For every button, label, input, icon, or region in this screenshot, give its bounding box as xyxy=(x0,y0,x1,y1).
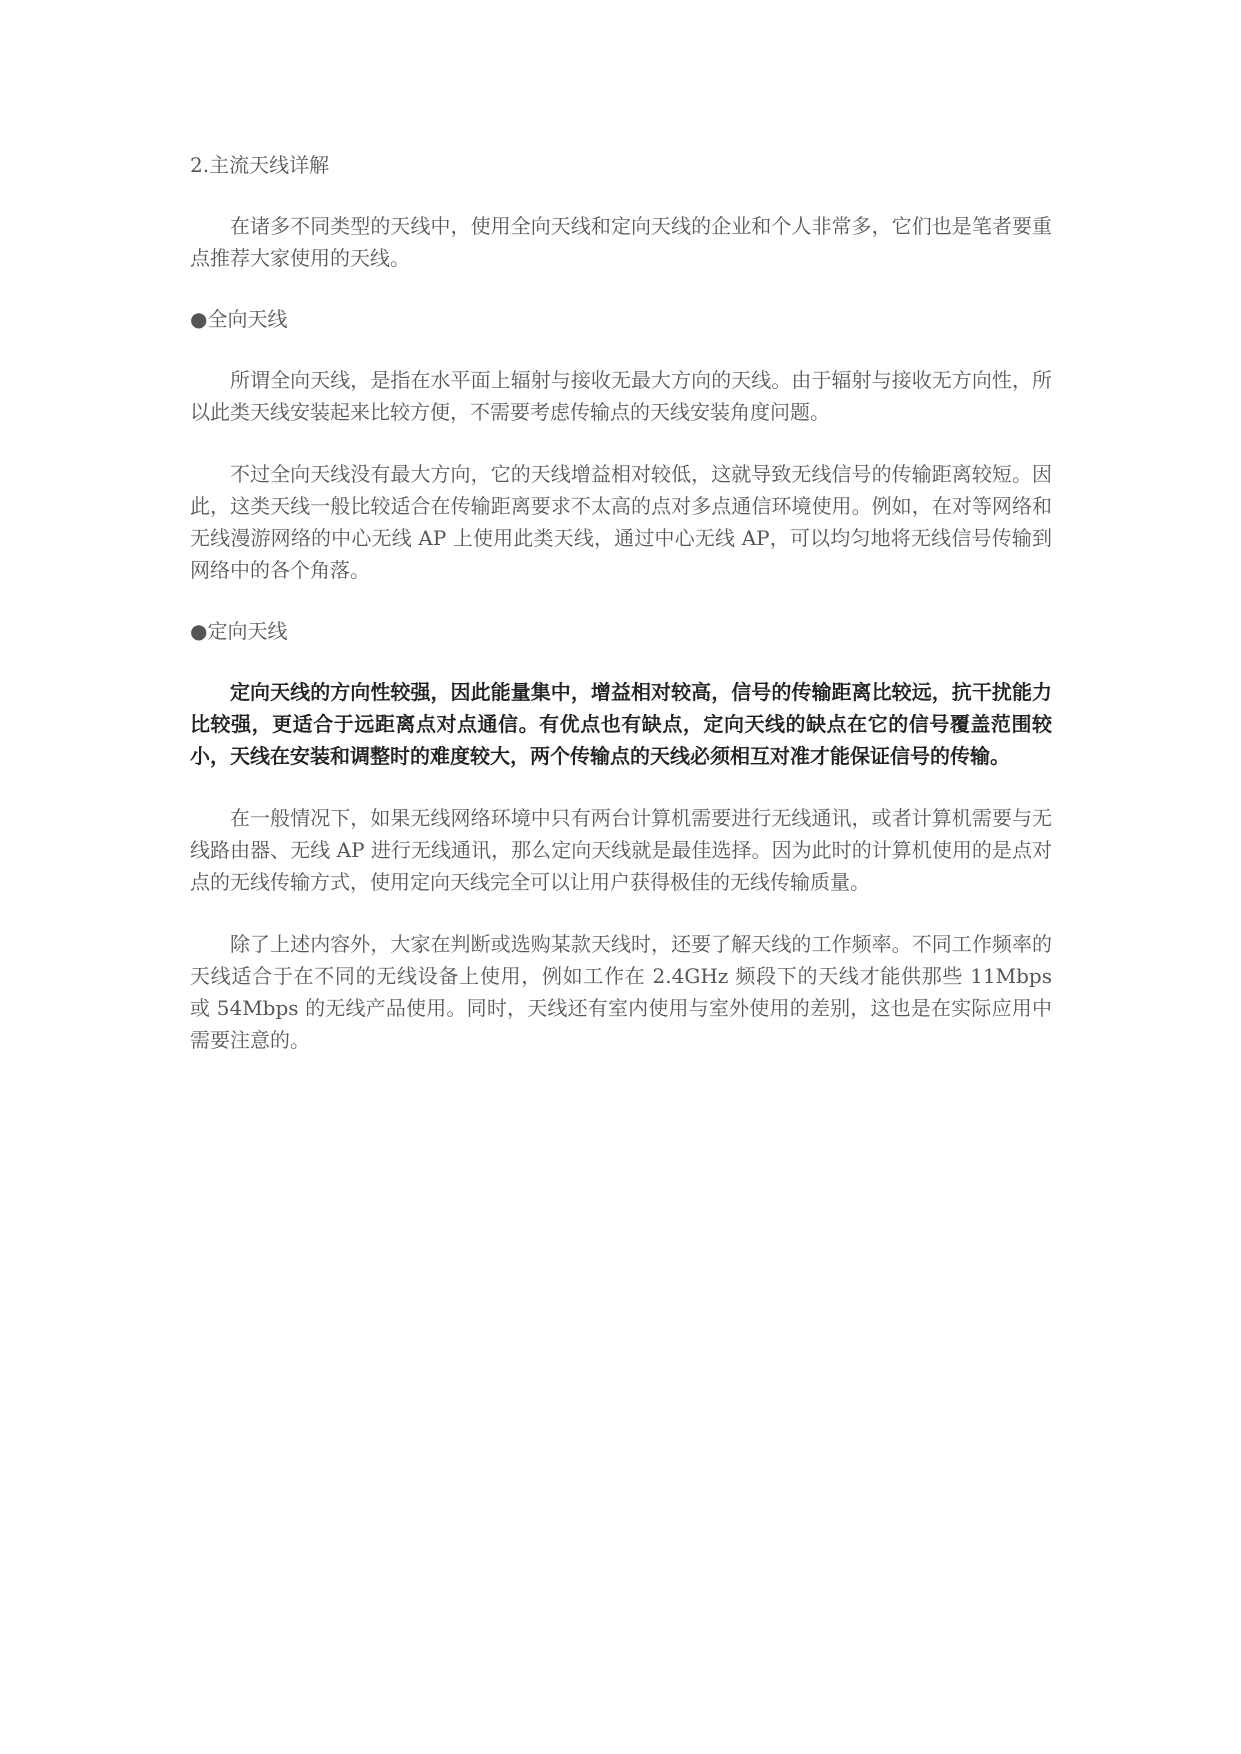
intro-paragraph: 在诸多不同类型的天线中，使用全向天线和定向天线的企业和个人非常多，它们也是笔者要重点推荐大家使用的天线。 xyxy=(190,214,1052,270)
directional-antenna-heading: ●定向天线 xyxy=(190,619,288,643)
directional-paragraph-2: 在一般情况下，如果无线网络环境中只有两台计算机需要进行无线通讯，或者计算机需要与无线路由器、无线 AP 进行无线通讯，那么定向天线就是最佳选择。因为此时的计算机使用的是点对点的无线传输方式，使用定向天线完全可以让用户获得极佳的无线传输质量。 xyxy=(190,806,1052,894)
omni-paragraph-2: 不过全向天线没有最大方向，它的天线增益相对较低，这就导致无线信号的传输距离较短。因此，这类天线一般比较适合在传输距离要求不太高的点对多点通信环境使用。例如，在对等网络和无线漫游网络的中心无线 AP 上使用此类天线，通过中心无线 AP，可以均匀地将无线信号传输到网络中的各个角落。 xyxy=(190,462,1052,582)
directional-paragraph-bold: 定向天线的方向性较强，因此能量集中，增益相对较高，信号的传输距离比较远，抗干扰能力比较强，更适合于远距离点对点通信。有优点也有缺点，定向天线的缺点在它的信号覆盖范围较小，天线在安装和调整时的难度较大，两个传输点的天线必须相互对准才能保证信号的传输。 xyxy=(190,680,1052,768)
section-title: 2.主流天线详解 xyxy=(190,153,330,177)
directional-paragraph-3: 除了上述内容外，大家在判断或选购某款天线时，还要了解天线的工作频率。不同工作频率的天线适合于在不同的无线设备上使用，例如工作在 2.4GHz 频段下的天线才能供那些 11Mbps 或 54Mbps 的无线产品使用。同时，天线还有室内使用与室外使用的差别，这也是在实际应用中需要注意的。 xyxy=(190,932,1052,1052)
omni-paragraph-1: 所谓全向天线，是指在水平面上辐射与接收无最大方向的天线。由于辐射与接收无方向性，所以此类天线安装起来比较方便，不需要考虑传输点的天线安装角度问题。 xyxy=(190,368,1052,424)
document-page xyxy=(190,150,1052,1086)
omni-antenna-heading: ●全向天线 xyxy=(190,307,288,331)
